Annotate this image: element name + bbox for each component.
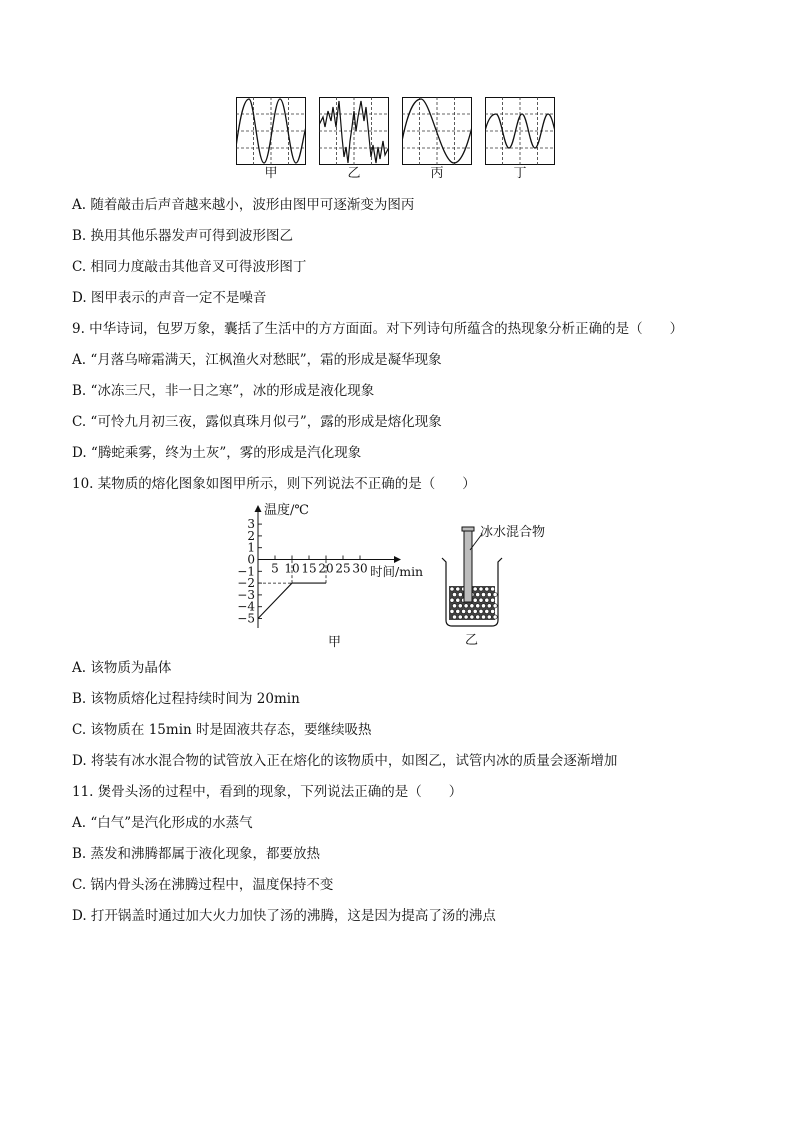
q10-option-d: D. 将装有冰水混合物的试管放入正在熔化的该物质中，如图乙，试管内冰的质量会逐渐增加 <box>72 753 618 769</box>
q10-figure <box>232 500 592 650</box>
mixture-bubble <box>456 609 460 613</box>
mixture-bubble <box>464 615 468 619</box>
caption-yi: 乙 <box>347 166 361 181</box>
q8-option-a: A. 随着敲击后声音越来越小，波形由图甲可逐渐变为图丙 <box>72 197 415 213</box>
y-axis-label: 温度/℃ <box>264 503 309 518</box>
waveform-bing-graph <box>402 97 472 165</box>
mixture-bubble <box>479 609 483 613</box>
mixture-bubble <box>456 587 460 591</box>
q9-option-b: B. “冰冻三尺，非一日之寒”，冰的形成是液化现象 <box>72 383 375 399</box>
mixture-bubble <box>481 604 485 608</box>
test-tube <box>464 530 472 602</box>
q9-stem: 9. 中华诗词，包罗万象，囊括了生活中的方方面面。对下列诗句所蕴含的热现象分析正确的是（ ） <box>72 321 684 337</box>
mixture-bubble <box>464 604 468 608</box>
mixture-bubble <box>485 609 489 613</box>
mixture-bubble <box>493 615 497 619</box>
waveform-jia-graph <box>236 97 306 165</box>
mixture-bubble <box>458 604 462 608</box>
y-tick-label: 0 <box>247 552 255 567</box>
mixture-bubble <box>467 609 471 613</box>
x-tick-label: 20 <box>318 561 334 576</box>
y-tick-label: −3 <box>237 587 255 602</box>
caption-ding: 丁 <box>513 166 527 181</box>
mixture-bubble <box>491 598 495 602</box>
caption-figure-yi: 乙 <box>465 633 479 648</box>
mixture-bubble <box>476 593 480 597</box>
melting-curve <box>258 583 326 618</box>
mixture-bubble <box>456 598 460 602</box>
mixture-bubble <box>452 615 456 619</box>
q11-stem: 11. 煲骨头汤的过程中，看到的现象，下列说法正确的是（ ） <box>72 784 463 800</box>
x-tick-label: 10 <box>284 561 300 576</box>
waveform-yi-graph <box>319 97 389 165</box>
q11-option-b: B. 蒸发和沸腾都属于液化现象，都要放热 <box>72 846 321 862</box>
waveform-ding-graph <box>485 97 555 165</box>
mixture-bubble <box>450 609 454 613</box>
mixture-bubble <box>479 598 483 602</box>
mixture-bubble <box>450 598 454 602</box>
x-tick-label: 30 <box>352 561 368 576</box>
y-tick-label: 2 <box>247 528 255 543</box>
q10-stem: 10. 某物质的熔化图象如图甲所示，则下列说法不正确的是（ ） <box>72 476 476 492</box>
caption-figure-jia: 甲 <box>328 635 342 650</box>
x-tick-label: 25 <box>335 561 351 576</box>
mixture-bubble <box>462 609 466 613</box>
mixture-bubble <box>450 587 454 591</box>
mixture-bubble <box>473 598 477 602</box>
y-tick-label: 1 <box>247 540 255 555</box>
x-tick-label: 5 <box>271 561 279 576</box>
x-axis-label: 时间/min <box>370 564 424 579</box>
mixture-bubble <box>493 604 497 608</box>
caption-bing: 丙 <box>430 166 444 181</box>
mixture-bubble <box>493 593 497 597</box>
mixture-bubble <box>487 615 491 619</box>
mixture-bubble <box>491 609 495 613</box>
q8-option-d: D. 图甲表示的声音一定不是噪音 <box>72 290 267 306</box>
waveform-jia <box>236 97 306 181</box>
mixture-bubble <box>452 604 456 608</box>
mixture-bubble <box>481 615 485 619</box>
q10-option-c: C. 该物质在 15min 时是固液共存态，要继续吸热 <box>72 722 372 738</box>
x-tick-label: 15 <box>301 561 317 576</box>
mixture-bubble <box>473 587 477 591</box>
y-tick-label: −5 <box>237 611 255 626</box>
q9-option-d: D. “腾蛇乘雾，终为土灰”，雾的形成是汽化现象 <box>72 445 362 461</box>
y-tick-label: −4 <box>237 599 255 614</box>
q8-option-b: B. 换用其他乐器发声可得到波形图乙 <box>72 228 294 244</box>
y-tick-label: −2 <box>237 576 255 591</box>
q11-option-a: A. “白气”是汽化形成的水蒸气 <box>72 815 253 831</box>
mixture-bubble <box>458 615 462 619</box>
q10-option-a: A. 该物质为晶体 <box>72 660 172 676</box>
mixture-bubble <box>485 587 489 591</box>
y-tick-label: 3 <box>247 517 255 532</box>
mixture-bubble <box>473 609 477 613</box>
mixture-bubble <box>481 593 485 597</box>
q10-figure-svg <box>232 500 592 650</box>
mixture-bubble <box>476 604 480 608</box>
q8-option-c: C. 相同力度敲击其他音叉可得波形图丁 <box>72 259 307 275</box>
mixture-bubble <box>487 604 491 608</box>
mixture-bubble <box>452 593 456 597</box>
q11-option-d: D. 打开锅盖时通过加大火力加快了汤的沸腾，这是因为提高了汤的沸点 <box>72 908 496 924</box>
mixture-bubble <box>485 598 489 602</box>
mixture-bubble <box>491 587 495 591</box>
q9-option-c: C. “可怜九月初三夜，露似真珠月似弓”，露的形成是熔化现象 <box>72 414 442 430</box>
beaker-label: 冰水混合物 <box>480 525 546 540</box>
caption-jia: 甲 <box>264 166 278 181</box>
q10-option-b: B. 该物质熔化过程持续时间为 20min <box>72 691 300 707</box>
waveform-yi <box>319 97 389 181</box>
mixture-bubble <box>479 587 483 591</box>
mixture-bubble <box>487 593 491 597</box>
mixture-bubble <box>470 604 474 608</box>
waveform-figure <box>236 97 561 185</box>
mixture-bubble <box>458 593 462 597</box>
q11-option-c: C. 锅内骨头汤在沸腾过程中，温度保持不变 <box>72 877 334 893</box>
mixture-bubble <box>470 615 474 619</box>
waveform-bing <box>402 97 472 181</box>
beaker-figure <box>442 524 545 648</box>
q9-option-a: A. “月落乌啼霜满天，江枫渔火对愁眠”，霜的形成是凝华现象 <box>72 352 442 368</box>
y-tick-label: −1 <box>237 564 255 579</box>
waveform-ding <box>485 97 555 181</box>
mixture-bubble <box>476 615 480 619</box>
